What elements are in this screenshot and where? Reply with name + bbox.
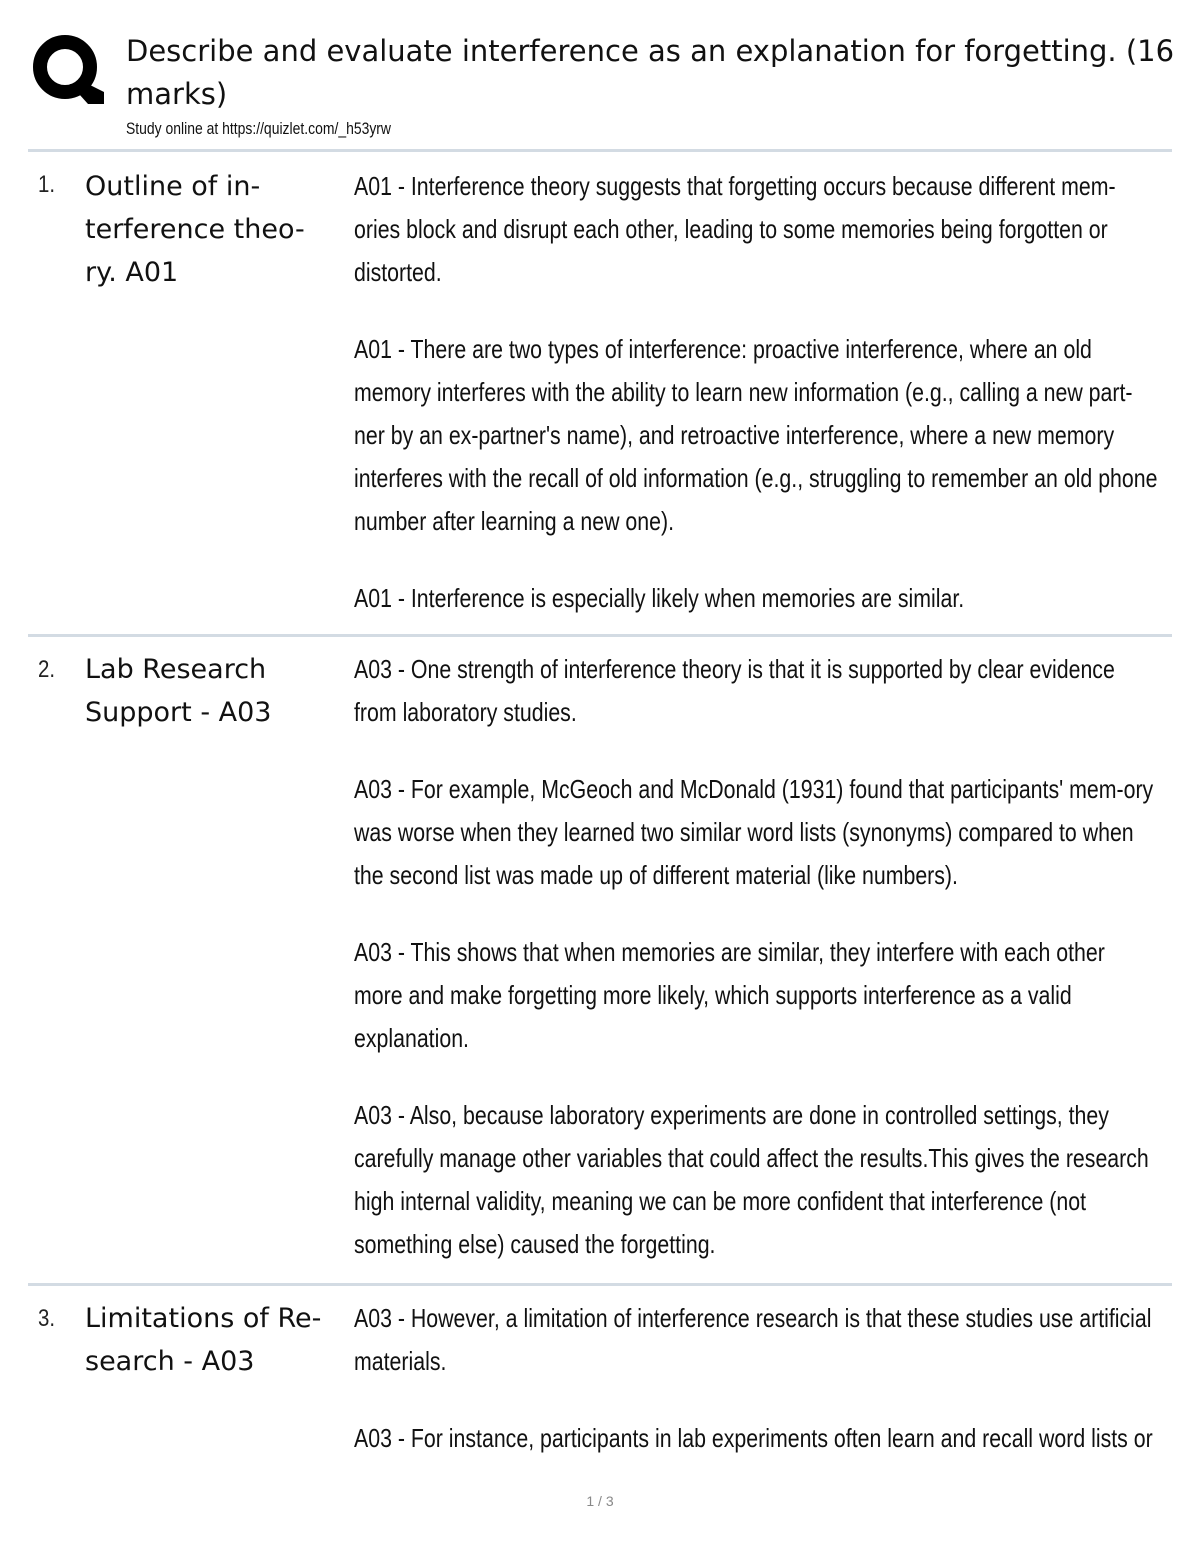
flashcard-row [28,645,1172,1283]
card-term [85,165,335,294]
card-term [85,1297,335,1383]
document-header [0,0,1200,152]
definition-paragraph: A01 - Interference is especially likely when memories are similar. [354,583,965,613]
header-divider [28,149,1172,152]
page-title: Describe and evaluate interference as an explanation for forgetting. (16 marks) [126,34,1175,111]
definition-paragraph: A03 - One strength of interference theory is that it is supported by clear evidence from laboratory studies. [354,654,1115,727]
card-number: 2. [38,656,56,683]
definition-paragraph: A01 - There are two types of interference: proactive interference, where an old memory interferes with the ability to learn new information (e.g., calling a new part-ner by an ex-partner's name), and retroactive interference, where a new memory interferes with the recall of old information (e.g., struggling to remember an old phone number after learning a new one). [354,334,1158,536]
flashcard-row [28,1294,1172,1484]
definition-paragraph: A01 - Interference theory suggests that forgetting occurs because different mem-ories block and disrupt each other, leading to some memories being forgotten or distorted. [354,171,1116,287]
definition-paragraph: A03 - Also, because laboratory experiments are done in controlled settings, they carefully manage other variables that could affect the results.This gives the research high internal validity, meaning we can be more confident that interference (not something else) caused the forgetting. [354,1100,1149,1259]
card-number: 1. [38,171,56,198]
flashcard-row [28,160,1172,634]
card-divider [28,634,1172,637]
card-number: 3. [38,1305,56,1332]
card-definition [354,165,1158,654]
card-term-text: Lab Research Support - A03 [85,654,272,728]
card-term [85,648,335,734]
definition-paragraph: A03 - This shows that when memories are similar, they interfere with each other more and make forgetting more likely, which supports interference as a valid explanation. [354,937,1105,1053]
definition-paragraph: A03 - For example, McGeoch and McDonald (1931) found that participants' mem-ory was worse when they learned two similar word lists (synonyms) compared to when the second list was made up of different material (like numbers). [354,774,1154,890]
page-indicator: 1 / 3 [586,1493,614,1509]
quizlet-logo-icon [30,32,106,108]
card-divider [28,1283,1172,1286]
study-online-link[interactable]: Study online at https://quizlet.com/_h53yrw [126,119,392,138]
card-term-text: Limitations of Re-search - A03 [85,1303,322,1377]
card-term-text: Outline of in-terference theo-ry. A01 [85,171,305,288]
definition-paragraph: A03 - For instance, participants in lab experiments often learn and recall word lists or [354,1423,1153,1453]
card-definition [354,1297,1158,1494]
definition-paragraph: A03 - However, a limitation of interference research is that these studies use artificial materials. [354,1303,1152,1376]
card-definition [354,648,1158,1300]
